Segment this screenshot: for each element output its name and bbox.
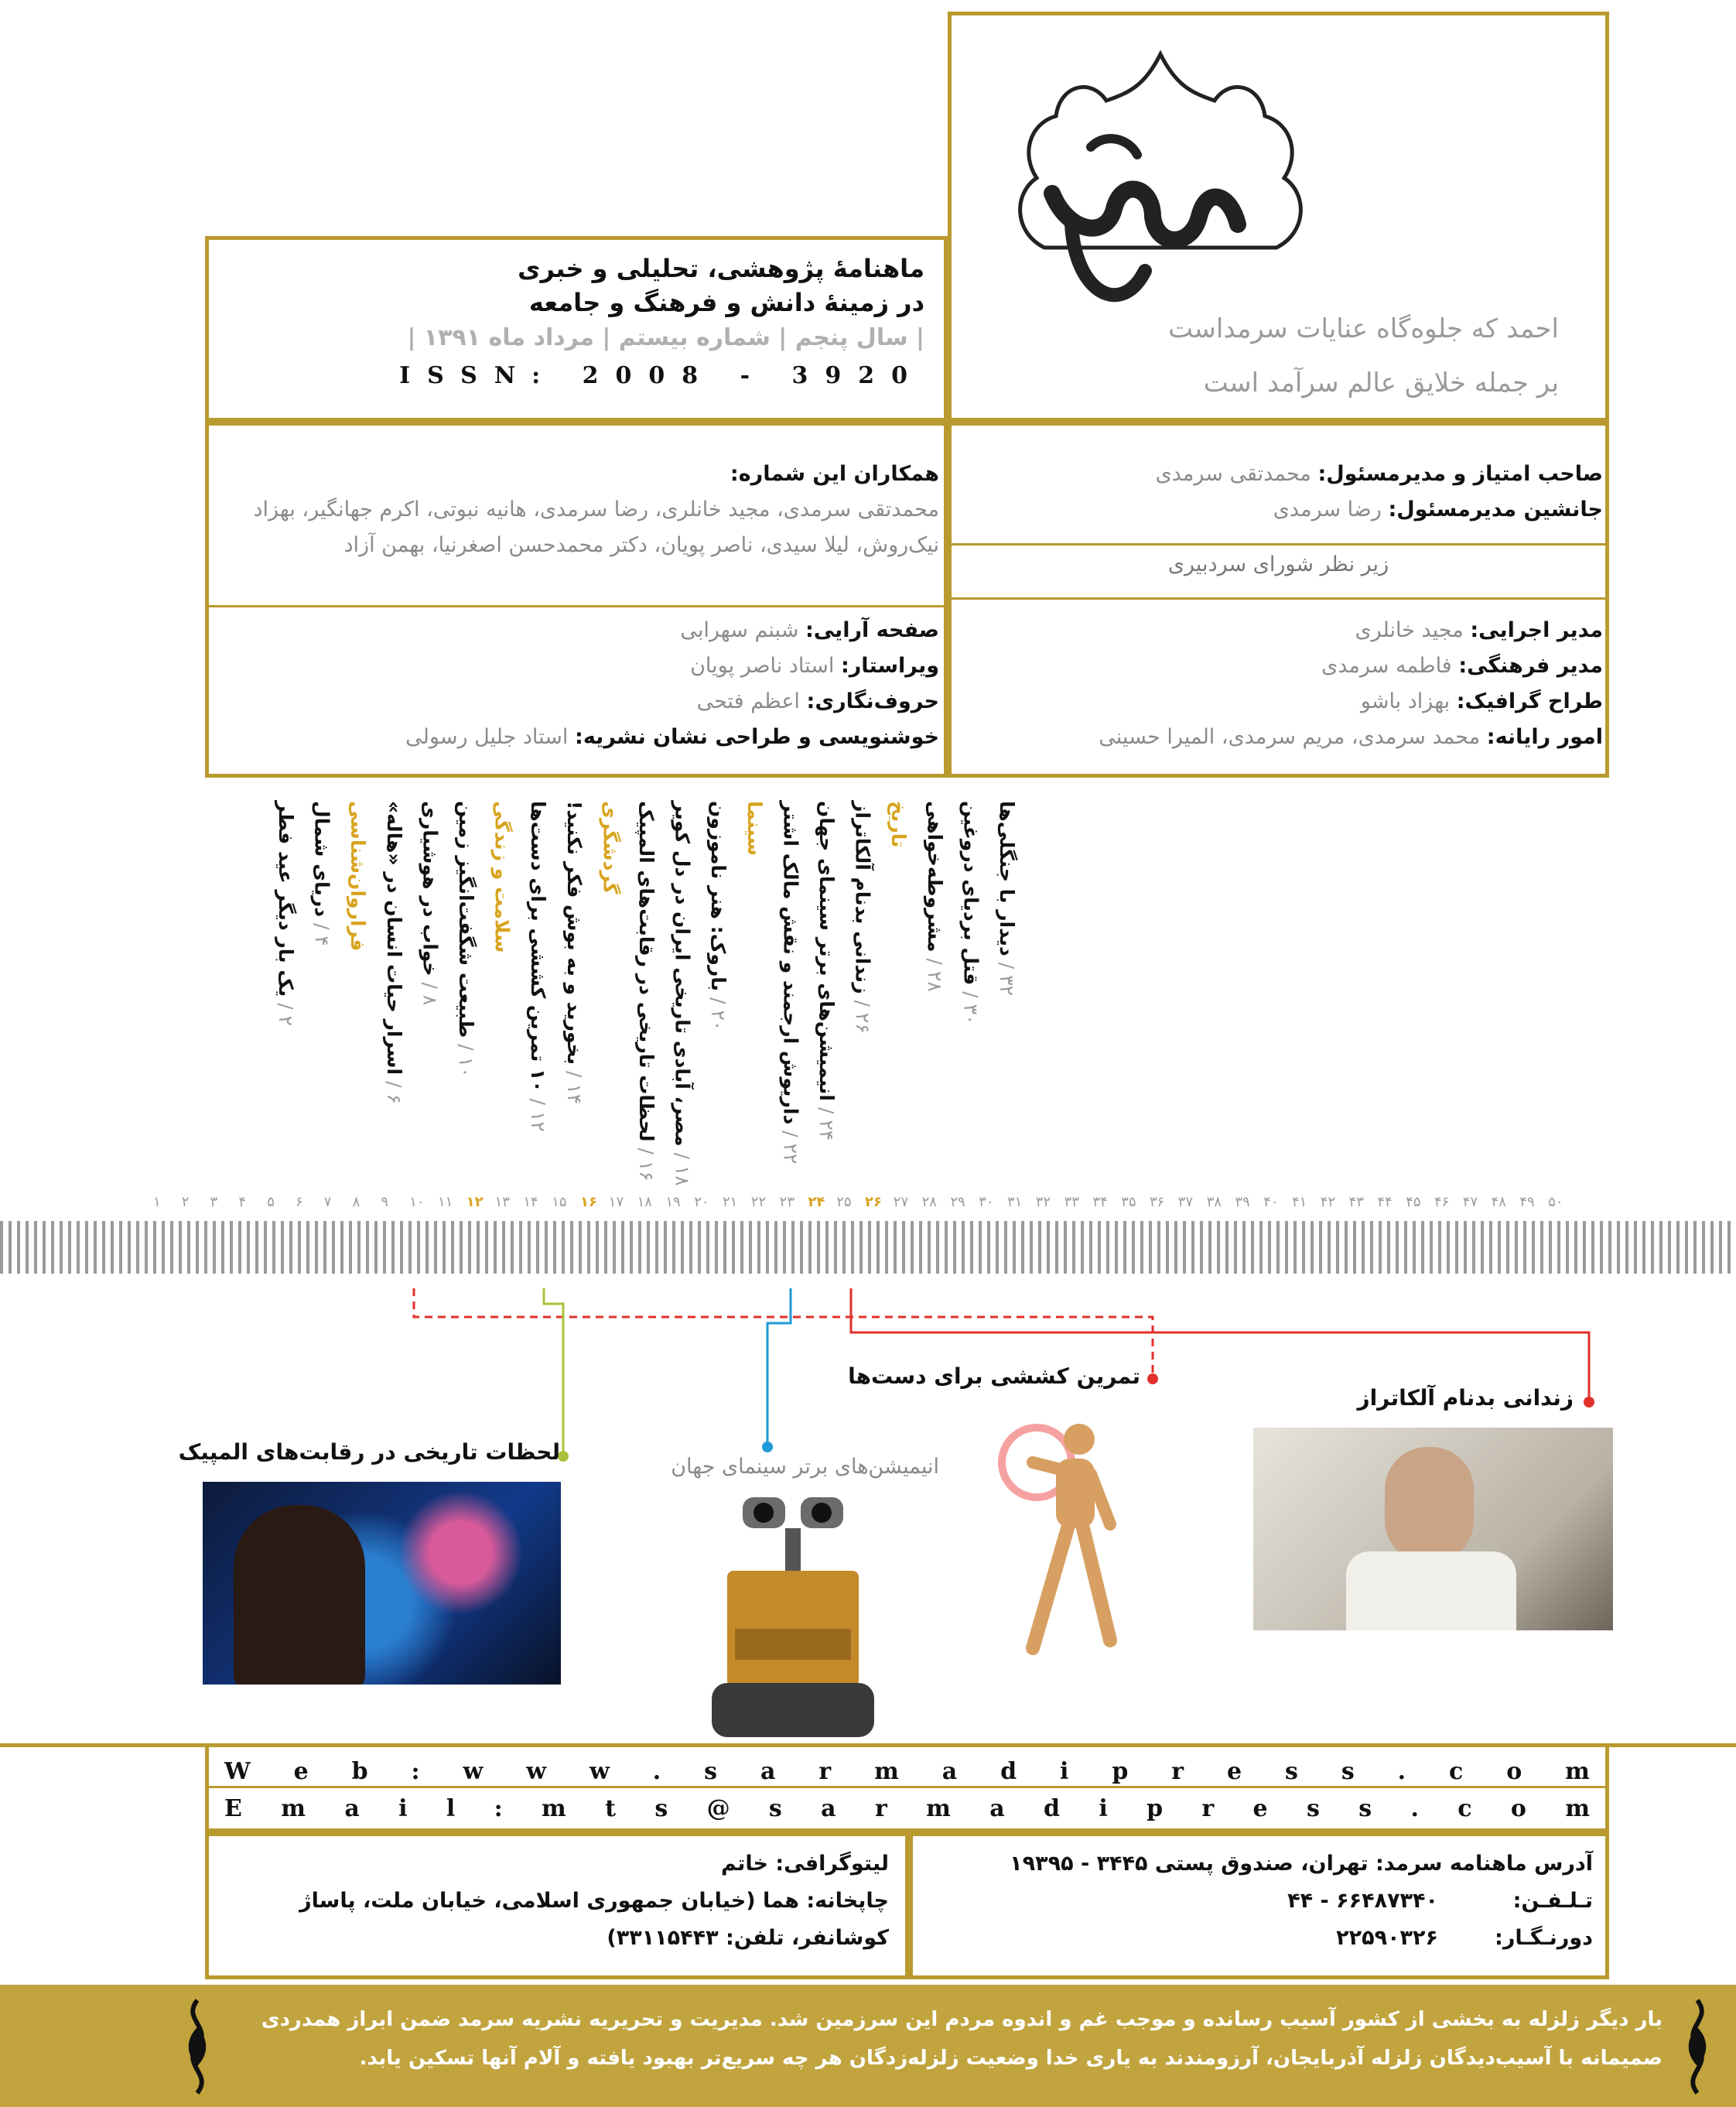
toc-page-number: ۱۶ / xyxy=(635,1141,658,1182)
toc-page-number: ۴ / xyxy=(310,917,333,946)
issue-info: | سال پنجم | شماره بیستم | مرداد ماه ۱۳۹۱ | xyxy=(407,324,924,351)
toc-page-number: ۱۰ / xyxy=(455,1038,477,1078)
contact-char: : xyxy=(494,1795,503,1822)
it-label: امور رایانه: xyxy=(1486,725,1603,749)
editorial-board: زیر نظر شورای سردبیری xyxy=(1167,552,1389,576)
toc-entry[interactable] xyxy=(527,801,549,1132)
toc-title: سینما xyxy=(743,801,766,857)
contrib-text: محمدتقی سرمدی، مجید خانلری، رضا سرمدی، هانیه نبوتی، اکرم جهانگیر، بهزاد نیک‌روش، لیلا سیدی، ناصر پویان، دکتر محمدحسن اصغرنیا، بهمن آزاد xyxy=(253,498,939,557)
contact-char: : xyxy=(411,1758,420,1785)
toc-entry[interactable] xyxy=(455,801,477,1078)
ruler-page-number: ۲۴ xyxy=(808,1194,825,1210)
ruler-page-number: ۴۲ xyxy=(1320,1194,1336,1210)
toc-title: دریای شمال xyxy=(310,801,333,918)
exec-label: مدیر اجرایی: xyxy=(1470,618,1603,642)
ruler-page-number: ۱۲ xyxy=(466,1194,484,1210)
contact-char: c xyxy=(1457,1795,1472,1822)
printing-house-2: کوشانفر، تلفن: ۳۳۱۱۵۴۴۳) xyxy=(607,1926,889,1950)
condolence-line-2: صمیمانه با آسیب‌دیدگان زلزله آذربایجان، آرزومندند به یاری خدا وضعیت زلزله‌زدگان هر چه سریع‌تر بهبود یافته و آلام آنها تسکین یابد. xyxy=(359,2047,1663,2070)
ruler-page-number: ۱۸ xyxy=(637,1194,652,1210)
it-value: محمد سرمدی، مریم سرمدی، المیرا حسینی xyxy=(1099,725,1481,749)
contact-char: c xyxy=(1449,1758,1464,1785)
wooden-mannequin-illustration xyxy=(971,1416,1141,1695)
toc-page-number: ۲ / xyxy=(275,997,297,1027)
feature-alcatraz-title: زندانی بدنام آلکاتراز xyxy=(1357,1385,1574,1411)
contact-char: m xyxy=(542,1795,566,1822)
boxer-figure xyxy=(234,1505,365,1685)
contact-char: E xyxy=(224,1795,242,1822)
owner-label: صاحب امتیاز و مدیرمسئول: xyxy=(1317,462,1603,486)
feature-olympic-title: لحظات تاریخی در رقابت‌های المپیک xyxy=(178,1439,560,1465)
printing-house: چاپخانه: هما (خیابان جمهوری اسلامی، خیابان ملت، پاساژ xyxy=(299,1889,889,1913)
divider xyxy=(948,597,1609,600)
contact-char: d xyxy=(1000,1758,1017,1785)
contact-char: o xyxy=(1506,1758,1522,1785)
page-ruler-bar xyxy=(0,1221,1736,1274)
calli-label: خوشنویسی و طراحی نشان نشریه: xyxy=(575,725,939,749)
ruler-page-number: ۶ xyxy=(296,1194,303,1210)
deputy-value: رضا سرمدی xyxy=(1273,498,1382,522)
toc-title: گردشگری xyxy=(599,801,622,894)
contact-char: i xyxy=(1099,1795,1108,1822)
deputy-label: جانشین مدیرمسئول: xyxy=(1388,498,1603,522)
contact-char: . xyxy=(1397,1758,1406,1785)
logo-box xyxy=(948,12,1609,422)
ruler-page-number: ۳۸ xyxy=(1206,1194,1222,1210)
contact-char: b xyxy=(351,1758,368,1785)
contact-char: m xyxy=(281,1795,306,1822)
toc-title: طبیعت شگفت‌انگیز زمین xyxy=(455,801,477,1038)
toc-entry[interactable] xyxy=(383,801,405,1104)
ruler-page-number: ۳۳ xyxy=(1064,1194,1079,1210)
ruler-page-number: ۱۰ xyxy=(409,1194,425,1210)
toc-entry[interactable] xyxy=(419,801,441,1005)
contact-char: s xyxy=(1306,1795,1320,1822)
toc-title: سلامت و زندگی xyxy=(490,801,514,953)
toc-entry[interactable] xyxy=(311,801,333,946)
toc-page-number: ۲۲ / xyxy=(779,1124,802,1165)
ruler-page-number: ۲۰ xyxy=(694,1194,709,1210)
ruler-page-number: ۸ xyxy=(352,1194,361,1210)
email-address xyxy=(224,1791,1590,1828)
ruler-page-number: ۴۵ xyxy=(1406,1194,1421,1210)
phone-label: تـلـفـن: xyxy=(1512,1889,1593,1913)
contact-char: a xyxy=(344,1795,360,1822)
toc-page-number: ۱۸ / xyxy=(671,1146,694,1186)
contact-char: m xyxy=(1565,1758,1590,1785)
toc-entry[interactable] xyxy=(852,801,874,1034)
toc-page-number: ۲۴ / xyxy=(815,1101,838,1141)
toc-title: تاریخ xyxy=(887,801,911,848)
contact-char: i xyxy=(1060,1758,1069,1785)
ruler-page-number: ۳۷ xyxy=(1177,1194,1194,1210)
ruler-page-number: ۲۶ xyxy=(865,1194,882,1210)
contact-char: r xyxy=(1201,1795,1215,1822)
ruler-page-number: ۴ xyxy=(238,1194,247,1210)
contact-char: m xyxy=(1565,1795,1590,1822)
ruler-page-number: ۴۷ xyxy=(1462,1194,1478,1210)
motto-line-2: بر جمله خلایق عالم سرآمد است xyxy=(1203,368,1559,398)
contact-char: s xyxy=(768,1795,782,1822)
contact-char: s xyxy=(704,1758,718,1785)
motto-line-1: احمد که جلوه‌گاه عنایات سرمداست xyxy=(1168,313,1559,344)
ruler-page-number: ۳۵ xyxy=(1121,1194,1136,1210)
print-block xyxy=(224,1845,889,1957)
divider xyxy=(205,1786,1609,1788)
ruler-page-number: ۳۹ xyxy=(1235,1194,1250,1210)
ruler-page-number: ۲۱ xyxy=(723,1194,738,1210)
ruler-page-number: ۲۹ xyxy=(950,1194,965,1210)
toc-page-number: ۳۲ / xyxy=(996,956,1018,996)
contact-char: t xyxy=(605,1795,616,1822)
toc-page-number: ۱۲ / xyxy=(527,1092,550,1132)
ruler-page-number: ۱۳ xyxy=(494,1194,510,1210)
actor-body xyxy=(1346,1551,1516,1630)
ruler-page-number: ۴۶ xyxy=(1434,1194,1450,1210)
toc-page-number: ۳۰ / xyxy=(959,985,982,1025)
staff-right xyxy=(969,457,1603,528)
address-block xyxy=(928,1845,1593,1957)
ruler-page-number: ۱۹ xyxy=(665,1194,681,1210)
contact-char: e xyxy=(1227,1758,1242,1785)
toc-title: داریوش ارجمند و نقش مالک اشتر xyxy=(779,801,802,1125)
contact-char: W xyxy=(224,1758,251,1785)
graphic-label: طراح گرافیک: xyxy=(1456,689,1603,713)
issn: ISSN: 2008 - 3920 xyxy=(399,362,924,389)
contact-char: . xyxy=(652,1758,661,1785)
contact-char: a xyxy=(821,1795,836,1822)
contact-char: s xyxy=(1285,1758,1298,1785)
ruler-page-number: ۱۷ xyxy=(608,1194,624,1210)
ruler-page-number: ۱۱ xyxy=(438,1194,453,1210)
layout-value: شبنم سهرابی xyxy=(680,618,799,642)
walle-robot-illustration xyxy=(696,1497,890,1753)
toc-entry[interactable] xyxy=(779,801,801,1164)
exec-value: مجید خانلری xyxy=(1355,618,1464,642)
ruler-page-number: ۳۰ xyxy=(979,1194,994,1210)
ruler-page-number: ۳۴ xyxy=(1092,1194,1108,1210)
toc-entry[interactable] xyxy=(996,801,1018,996)
address: آدرس ماهنامه سرمد: تهران، صندوق پستی ۳۴۴۵ - ۱۹۳۹۵ xyxy=(1010,1852,1593,1876)
toc-title: قتل بردیای دروغین xyxy=(959,801,982,986)
toc-section-heading xyxy=(599,801,621,894)
ruler-page-number: ۲ xyxy=(181,1194,190,1210)
toc-section-heading xyxy=(743,801,766,856)
contact-char: w xyxy=(589,1758,610,1785)
staff-left xyxy=(235,457,939,563)
feature-animation-title: انیمیشن‌های برتر سینمای جهان xyxy=(671,1455,939,1479)
contact-char: r xyxy=(1171,1758,1184,1785)
ruler-page-number: ۲۸ xyxy=(921,1194,937,1210)
contact-char: m xyxy=(926,1795,951,1822)
divider xyxy=(205,605,948,607)
fax-label: دورنـگـار: xyxy=(1495,1926,1593,1950)
ruler-page-number: ۲۲ xyxy=(750,1194,767,1210)
ruler-page-number: ۱۴ xyxy=(523,1194,538,1210)
staff-right-lower xyxy=(969,613,1603,755)
contrib-label: همکاران این شماره: xyxy=(730,462,939,486)
contact-char: i xyxy=(398,1795,408,1822)
contact-char: s xyxy=(1358,1795,1372,1822)
contact-char: r xyxy=(874,1795,887,1822)
ruler-page-number: ۴۴ xyxy=(1377,1194,1393,1210)
toc-section-heading xyxy=(347,801,369,951)
ruler-page-number: ۲۵ xyxy=(836,1194,852,1210)
web-address xyxy=(224,1753,1590,1791)
contact-char: a xyxy=(989,1795,1005,1822)
lithography: لیتوگرافی: خاتم xyxy=(721,1852,889,1876)
ruler-page-number: ۴۰ xyxy=(1263,1194,1279,1210)
ruler-page-number: ۱ xyxy=(153,1194,161,1210)
olympic-photo xyxy=(203,1482,561,1685)
ruler-page-number: ۷ xyxy=(323,1194,332,1210)
layout-label: صفحه آرایی: xyxy=(805,618,939,642)
ruler-page-number: ۱۶ xyxy=(580,1194,597,1210)
ruler-page-number: ۳ xyxy=(210,1194,218,1210)
toc-title: بخورید و به بوش فکر نکنید! xyxy=(562,801,586,1065)
toc-entry[interactable] xyxy=(707,801,730,1031)
toc-entry[interactable] xyxy=(275,801,297,1026)
owner-value: محمدتقی سرمدی xyxy=(1155,462,1311,486)
condolence-line-1: بار دیگر زلزله به بخشی از کشور آسیب رسانده و موجب غم و اندوه مردم این سرزمین شد. مدیریت و تحریریه نشریه سرمد ضمن ابراز همدردی xyxy=(261,2008,1663,2031)
toc-title: فراروان‌شناسی xyxy=(347,801,370,952)
contact-char: @ xyxy=(706,1795,730,1822)
toc-title: لحظات تاریخی در رقابت‌های المپیک xyxy=(635,801,658,1142)
feature-stretch-title: تمرین کششی برای دست‌ها xyxy=(848,1363,1140,1389)
editor-value: استاد ناصر پویان xyxy=(690,654,835,678)
fax-value: ۲۲۵۹۰۳۲۶ xyxy=(1336,1926,1438,1950)
staff-left-lower xyxy=(235,613,939,755)
toc-title: خواب در هوشیاری xyxy=(419,801,442,977)
contact-char: . xyxy=(1410,1795,1419,1822)
alcatraz-photo xyxy=(1253,1428,1613,1630)
toc-title: یک بار دیگر عید فطر xyxy=(275,801,297,997)
contact-char: a xyxy=(941,1758,958,1785)
ruler-page-number: ۵ xyxy=(267,1194,275,1210)
ruler-page-number: ۴۹ xyxy=(1519,1194,1535,1210)
toc-page-number: ۶ / xyxy=(382,1075,405,1104)
toc-page-number: ۲۸ / xyxy=(923,952,946,992)
toc-title: اسرار حیات انسان در «هاله» xyxy=(382,801,405,1076)
ruler-page-number: ۳۲ xyxy=(1035,1194,1051,1210)
toc-page-number: ۲۶ / xyxy=(851,994,874,1034)
culture-label: مدیر فرهنگی: xyxy=(1458,654,1603,678)
toc-title: ۱۰ تمرین کششی برای دست‌ها xyxy=(527,801,550,1093)
graphic-value: بهزاد باشو xyxy=(1360,689,1451,713)
ruler-page-number: ۹ xyxy=(381,1194,389,1210)
contact-char: r xyxy=(818,1758,832,1785)
contact-char: d xyxy=(1043,1795,1060,1822)
divider xyxy=(948,543,1609,546)
contact-char: o xyxy=(1510,1795,1526,1822)
masthead-line-1: ماهنامهٔ پژوهشی، تحلیلی و خبری xyxy=(518,254,924,283)
contact-char: e xyxy=(1252,1795,1268,1822)
culture-value: فاطمه سرمدی xyxy=(1321,654,1452,678)
ruler-page-number: ۳۱ xyxy=(1007,1194,1023,1210)
ruler-page-number: ۴۱ xyxy=(1292,1194,1307,1210)
contact-char: e xyxy=(293,1758,309,1785)
toc-page-number: ۲۰ / xyxy=(707,991,730,1031)
contact-char: p xyxy=(1112,1758,1129,1785)
ruler-page-number: ۳۶ xyxy=(1150,1194,1165,1210)
typing-label: حروف‌نگاری: xyxy=(806,689,939,713)
contact-char: s xyxy=(654,1795,668,1822)
ruler-page-number: ۱۵ xyxy=(552,1194,567,1210)
toc-title: انیمیشن‌های برتر سینمای جهان xyxy=(815,801,838,1101)
contact-char: m xyxy=(874,1758,899,1785)
contact-char: s xyxy=(1341,1758,1355,1785)
ruler-page-number: ۵۰ xyxy=(1548,1194,1563,1210)
phone-value: ۶۶۴۸۷۳۴۰ - ۴۴ xyxy=(1287,1889,1438,1913)
typing-value: اعظم فتحی xyxy=(696,689,800,713)
toc-title: مصر، آبادی تاریخی ایران در دل کویر xyxy=(671,801,694,1147)
ruler-page-number: ۴۳ xyxy=(1348,1194,1364,1210)
toc-entry[interactable] xyxy=(815,801,838,1141)
toc-entry[interactable] xyxy=(924,801,946,992)
toc-page-number: ۱۴ / xyxy=(562,1065,586,1105)
toc-section-heading xyxy=(887,801,910,848)
contact-char: w xyxy=(463,1758,484,1785)
toc-entry[interactable] xyxy=(563,801,586,1104)
ornament-left-icon xyxy=(174,1996,220,2097)
toc-title: مشروطه‌خواهی xyxy=(923,801,946,953)
toc-page-number: ۸ / xyxy=(419,976,442,1006)
actor-face xyxy=(1385,1447,1474,1563)
masthead-box xyxy=(205,236,948,422)
condolence-banner xyxy=(0,1981,1736,2107)
ruler-page-number: ۴۸ xyxy=(1491,1194,1506,1210)
calli-value: استاد جلیل رسولی xyxy=(405,725,569,749)
masthead-line-2: در زمینهٔ دانش و فرهنگ و جامعه xyxy=(528,288,924,317)
toc-title: باروک: هنر ناموزون xyxy=(707,801,730,991)
editor-label: ویراستار: xyxy=(840,654,939,678)
toc-section-heading xyxy=(491,801,514,953)
toc-title: دیدار با جنگلی‌ها xyxy=(996,801,1018,956)
contact-char: a xyxy=(760,1758,776,1785)
contact-char: w xyxy=(526,1758,547,1785)
ruler-page-number: ۲۳ xyxy=(779,1194,795,1210)
toc-entry[interactable] xyxy=(959,801,982,1024)
toc-entry[interactable] xyxy=(672,801,694,1186)
contact-char: l xyxy=(446,1795,456,1822)
toc-entry[interactable] xyxy=(635,801,658,1182)
ornament-right-icon xyxy=(1674,1996,1721,2097)
ruler-page-number: ۲۷ xyxy=(893,1194,909,1210)
toc-title: زندانی بدنام آلکاتراز xyxy=(851,801,874,994)
contact-char: p xyxy=(1147,1795,1164,1822)
